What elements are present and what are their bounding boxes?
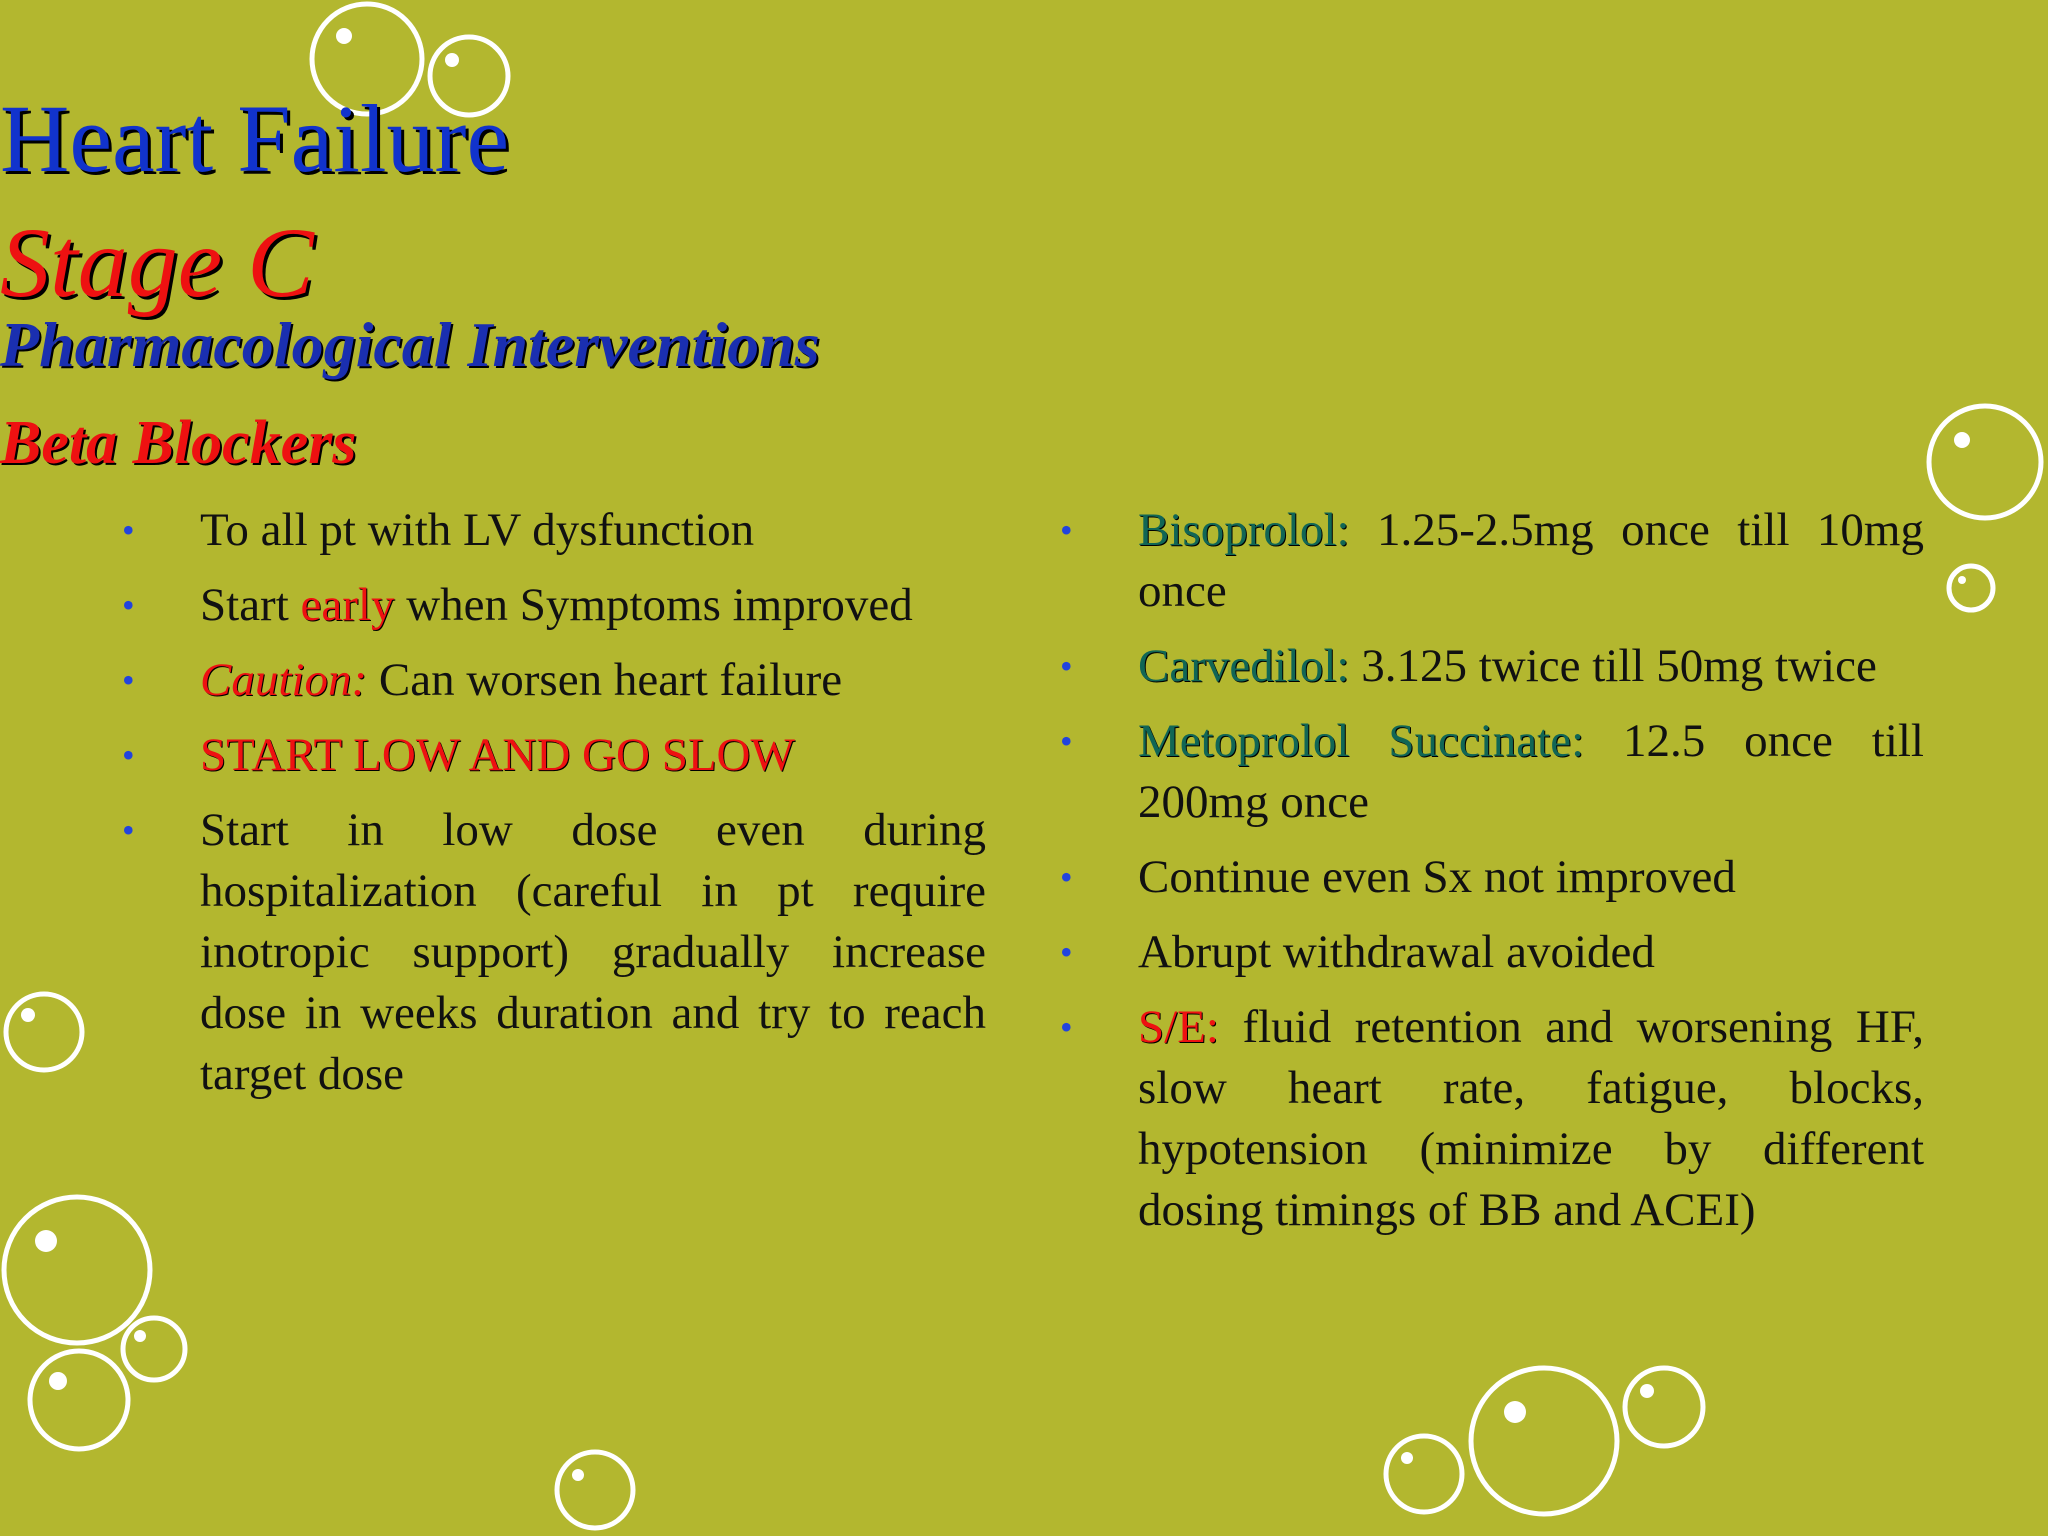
item-text: Abrupt withdrawal avoided [1138, 926, 1655, 978]
drug-label: Bisoprolol: [1138, 504, 1350, 556]
list-item [122, 575, 986, 636]
bullet-icon: • [122, 585, 135, 625]
bubble-icon [1471, 1368, 1617, 1514]
list-item [122, 725, 986, 786]
bubble-icon [6, 994, 82, 1070]
drug-label: Carvedilol: [1138, 640, 1350, 692]
list-item [122, 650, 986, 711]
bullet-icon: • [122, 510, 135, 550]
bubble-icon [4, 1197, 150, 1343]
bullet-icon: • [1060, 510, 1073, 550]
drug-label: Metoprolol Succinate: [1138, 715, 1585, 767]
bullet-icon: • [1060, 932, 1073, 972]
item-text: 3.125 twice till 50mg twice [1349, 640, 1877, 692]
bubble-icon [1386, 1436, 1462, 1512]
bubble-icon [1949, 566, 1993, 610]
stage-title: Stage C [0, 207, 314, 318]
list-item [1060, 711, 1924, 833]
item-highlight: early [300, 579, 395, 631]
item-text-before: Start [200, 579, 301, 631]
bullet-icon: • [122, 735, 135, 775]
item-text: To all pt with LV dysfunction [200, 504, 755, 556]
bubble-icon [123, 1318, 185, 1380]
bubble-icon [30, 1351, 128, 1449]
list-item [1060, 500, 1924, 622]
bullet-icon: • [1060, 857, 1073, 897]
item-text: START LOW AND GO SLOW [200, 729, 795, 781]
item-text: 1.25-2.5mg once till 10mg once [1138, 504, 1924, 617]
slide-title: Heart Failure [0, 85, 510, 192]
item-text: 12.5 once till 200mg once [1138, 715, 1924, 828]
bullet-icon: • [1060, 1007, 1073, 1047]
list-item [122, 500, 986, 561]
list-item [122, 800, 986, 1105]
right-bullet-list [1060, 500, 1924, 1255]
item-text: Continue even Sx not improved [1138, 851, 1736, 903]
left-bullet-list [122, 500, 986, 1119]
item-text: Can worsen heart failure [367, 654, 843, 706]
section-heading: Beta Blockers [0, 409, 357, 477]
bubble-icon [1625, 1368, 1703, 1446]
side-effects-label: S/E: [1138, 1001, 1219, 1053]
caution-label: Caution: [200, 654, 368, 706]
item-text-after: when Symptoms improved [394, 579, 913, 631]
bullet-icon: • [1060, 646, 1073, 686]
bullet-icon: • [122, 810, 135, 850]
bubble-icon [557, 1452, 633, 1528]
list-item [1060, 922, 1924, 983]
bullet-icon: • [1060, 721, 1073, 761]
list-item [1060, 636, 1924, 697]
bullet-icon: • [122, 660, 135, 700]
list-item [1060, 847, 1924, 908]
subtitle: Pharmacological Interventions [0, 309, 820, 380]
list-item [1060, 997, 1924, 1241]
item-text: Start in low dose even during hospitalization (careful in pt require inotropic support) gradually increase dose in weeks duration and try to reach target dose [200, 804, 986, 1100]
item-text: fluid retention and worsening HF, slow heart rate, fatigue, blocks, hypotension (minimize by different dosing timings of BB and ACEI) [1138, 1001, 1924, 1236]
